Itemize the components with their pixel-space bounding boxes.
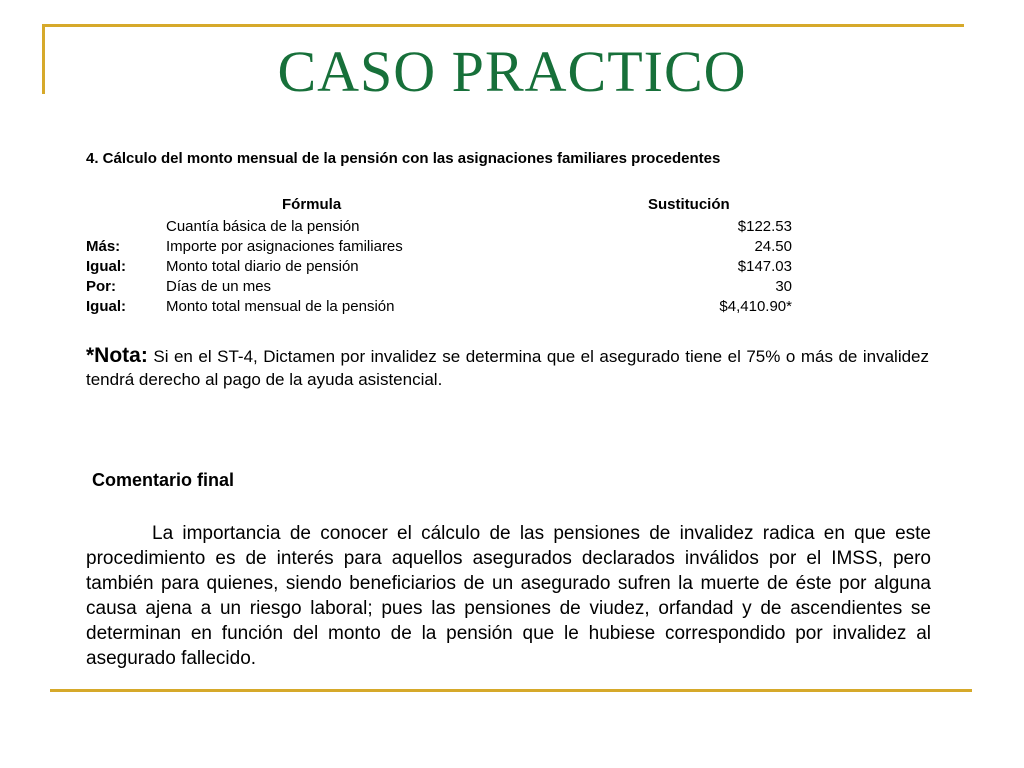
- row-amount: $122.53: [737, 218, 792, 235]
- comment-heading: Comentario final: [92, 470, 235, 490]
- calculation-row: [86, 258, 792, 278]
- note-label: *Nota:: [86, 344, 148, 367]
- row-operator: Igual:: [86, 298, 126, 315]
- row-concept: Días de un mes: [166, 278, 272, 295]
- row-operator: Más:: [86, 238, 121, 255]
- row-operator: Por:: [86, 278, 116, 295]
- row-amount: 30: [775, 278, 792, 295]
- row-concept: Cuantía básica de la pensión: [166, 218, 360, 235]
- note-paragraph: [86, 344, 929, 391]
- substitution-header: Sustitución: [648, 196, 730, 213]
- row-concept: Monto total diario de pensión: [166, 258, 359, 275]
- calculation-row: [86, 238, 792, 258]
- row-amount: $147.03: [737, 258, 792, 275]
- top-border-line: [42, 24, 964, 27]
- row-amount: $4,410.90*: [719, 298, 792, 315]
- note-text: Si en el ST-4, Dictamen por invalidez se determina que el asegurado tiene el 75% o más de invalidez tendrá derecho al pago de la ayuda asistencial.: [86, 347, 930, 389]
- bottom-border-line: [50, 689, 972, 692]
- calculation-row: [86, 278, 792, 298]
- row-concept: Importe por asignaciones familiares: [166, 238, 403, 255]
- final-comment-paragraph: La importancia de conocer el cálculo de las pensiones de invalidez radica en que este procedimiento es de interés para aquellos asegurados declarados inválidos por el IMSS, pero también para quienes, siendo beneficiarios de un asegurado sufren la muerte de éste por alguna causa ajena a un riesgo laboral; pues las pensiones de viudez, orfandad y de ascendientes se determinan en función del monto de la pensión que le hubiese correspondido por invalidez al asegurado fallecido.: [86, 523, 931, 669]
- row-amount: 24.50: [754, 238, 792, 255]
- calculation-row: [86, 298, 792, 318]
- formula-header: Fórmula: [282, 196, 342, 213]
- calculation-subtitle: 4. Cálculo del monto mensual de la pensión con las asignaciones familiares procedentes: [86, 150, 721, 167]
- row-operator: Igual:: [86, 258, 126, 275]
- calculation-row: [86, 218, 792, 238]
- row-concept: Monto total mensual de la pensión: [166, 298, 395, 315]
- slide-title: CASO PRACTICO: [277, 39, 747, 104]
